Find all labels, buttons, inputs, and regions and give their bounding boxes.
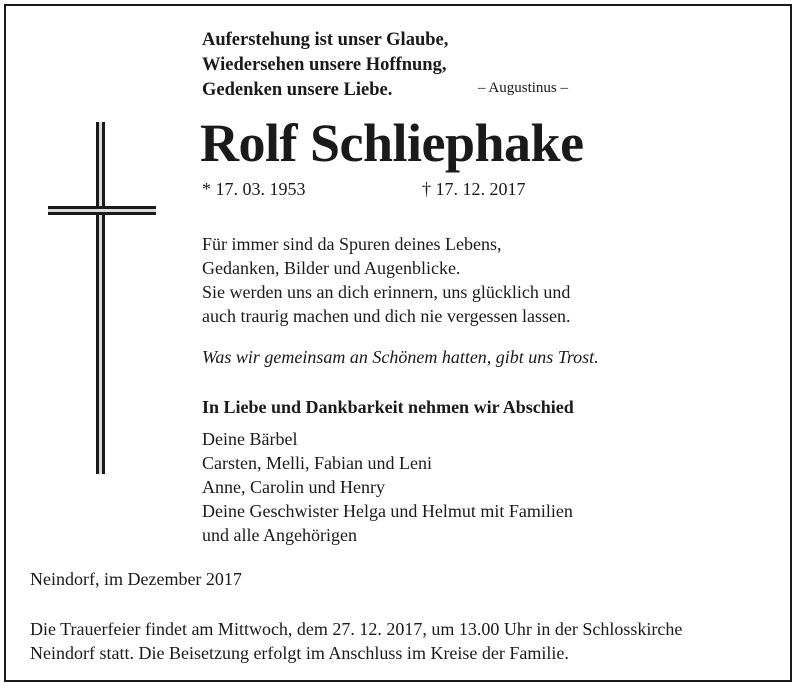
comfort-quote: Was wir gemeinsam an Schönem hatten, gibt uns Trost. (202, 347, 599, 367)
funeral-info-line-2: Neindorf statt. Die Beisetzung erfolgt im Anschluss im Kreise der Familie. (30, 643, 569, 663)
poem-line-1: Für immer sind da Spuren deines Lebens, (202, 234, 502, 254)
cross-icon (96, 122, 105, 474)
farewell-heading: In Liebe und Dankbarkeit nehmen wir Abschied (202, 397, 574, 417)
mourner-line-3: Anne, Carolin und Henry (202, 477, 385, 497)
mourner-line-2: Carsten, Melli, Fabian und Leni (202, 453, 432, 473)
birth-date: * 17. 03. 1953 (202, 179, 306, 199)
mourner-line-1: Deine Bärbel (202, 429, 298, 449)
motto-line-2: Wiedersehen unsere Hoffnung, (202, 55, 447, 75)
place-date: Neindorf, im Dezember 2017 (30, 569, 242, 589)
motto-source: – Augustinus – (478, 80, 569, 96)
mourner-line-4: Deine Geschwister Helga und Helmut mit Familien (202, 501, 573, 521)
cross-icon-bar (48, 206, 156, 215)
poem-line-4: auch traurig machen und dich nie vergessen lassen. (202, 306, 571, 326)
deceased-name: Rolf Schliephake (200, 113, 584, 173)
mourner-line-5: und alle Angehörigen (202, 525, 357, 545)
death-date: † 17. 12. 2017 (422, 179, 526, 199)
poem-line-2: Gedanken, Bilder und Augenblicke. (202, 258, 461, 278)
motto-line-3: Gedenken unsere Liebe. (202, 80, 393, 100)
motto-line-1: Auferstehung ist unser Glaube, (202, 30, 449, 50)
funeral-info-line-1: Die Trauerfeier findet am Mittwoch, dem 27. 12. 2017, um 13.00 Uhr in der Schlosskirche (30, 619, 683, 639)
poem-line-3: Sie werden uns an dich erinnern, uns glücklich und (202, 282, 571, 302)
